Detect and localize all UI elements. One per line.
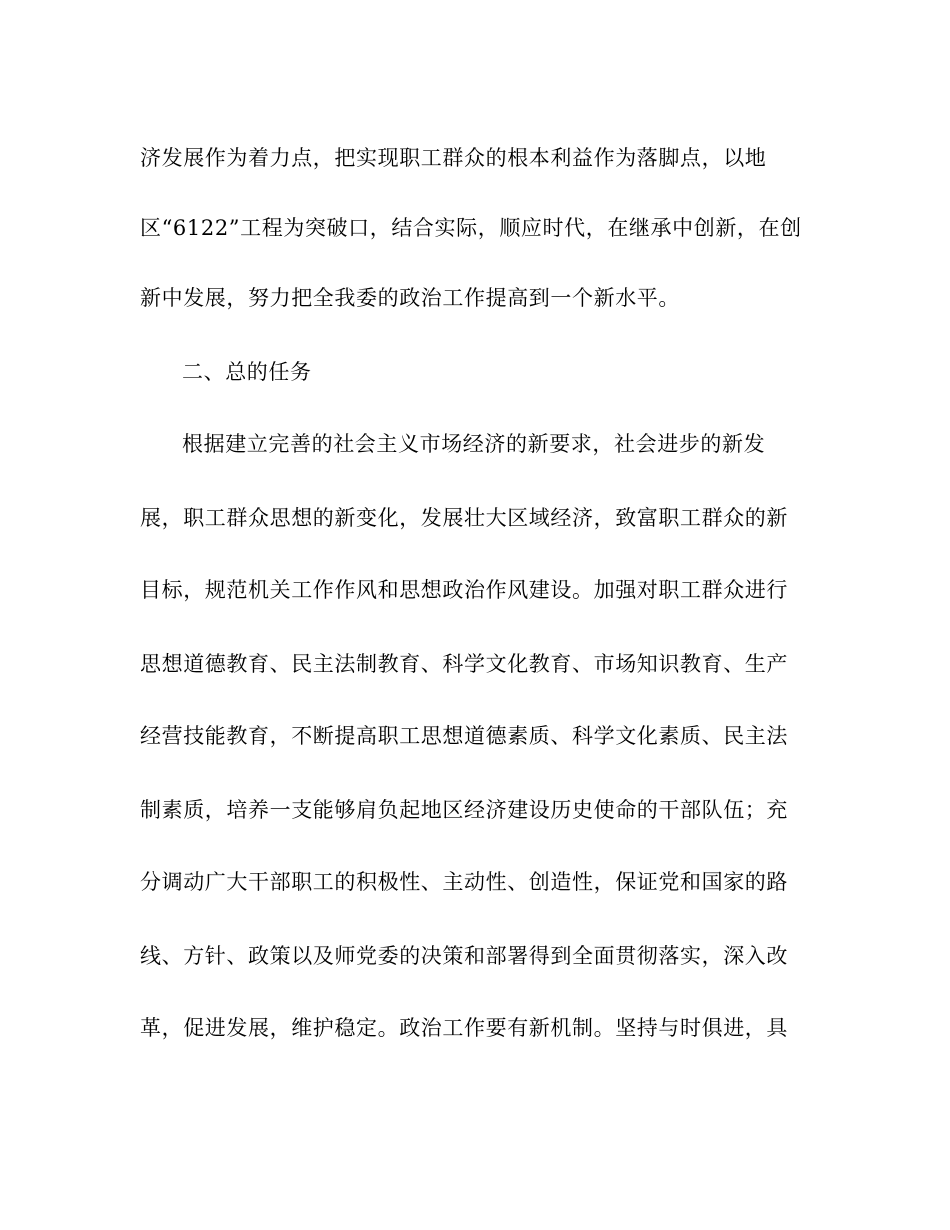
section-heading: 二、总的任务: [182, 360, 312, 384]
paragraph-line: 济发展作为着力点，把实现职工群众的根本利益作为落脚点，以地: [140, 146, 767, 170]
paragraph-line: 思想道德教育、民主法制教育、科学文化教育、市场知识教育、生产: [140, 652, 788, 676]
paragraph-line: 根据建立完善的社会主义市场经济的新要求，社会进步的新发: [182, 432, 766, 456]
paragraph-line: 分调动广大干部职工的积极性、主动性、创造性，保证党和国家的路: [140, 870, 788, 894]
paragraph-line: 目标，规范机关工作作风和思想政治作风建设。加强对职工群众进行: [140, 578, 788, 602]
paragraph-line: 经营技能教育，不断提高职工思想道德素质、科学文化素质、民主法: [140, 724, 788, 748]
paragraph-line: 新中发展，努力把全我委的政治工作提高到一个新水平。: [140, 286, 680, 310]
paragraph-line: 线、方针、政策以及师党委的决策和部署得到全面贯彻落实，深入改: [140, 944, 788, 968]
paragraph-line: 区“6122”工程为突破口，结合实际，顺应时代，在继承中创新，在创: [140, 216, 802, 240]
paragraph-line: 展，职工群众思想的新变化，发展壮大区域经济，致富职工群众的新: [140, 506, 788, 530]
paragraph-line: 制素质，培养一支能够肩负起地区经济建设历史使命的干部队伍；充: [140, 798, 788, 822]
paragraph-line: 革，促进发展，维护稳定。政治工作要有新机制。坚持与时俱进，具: [140, 1016, 788, 1040]
